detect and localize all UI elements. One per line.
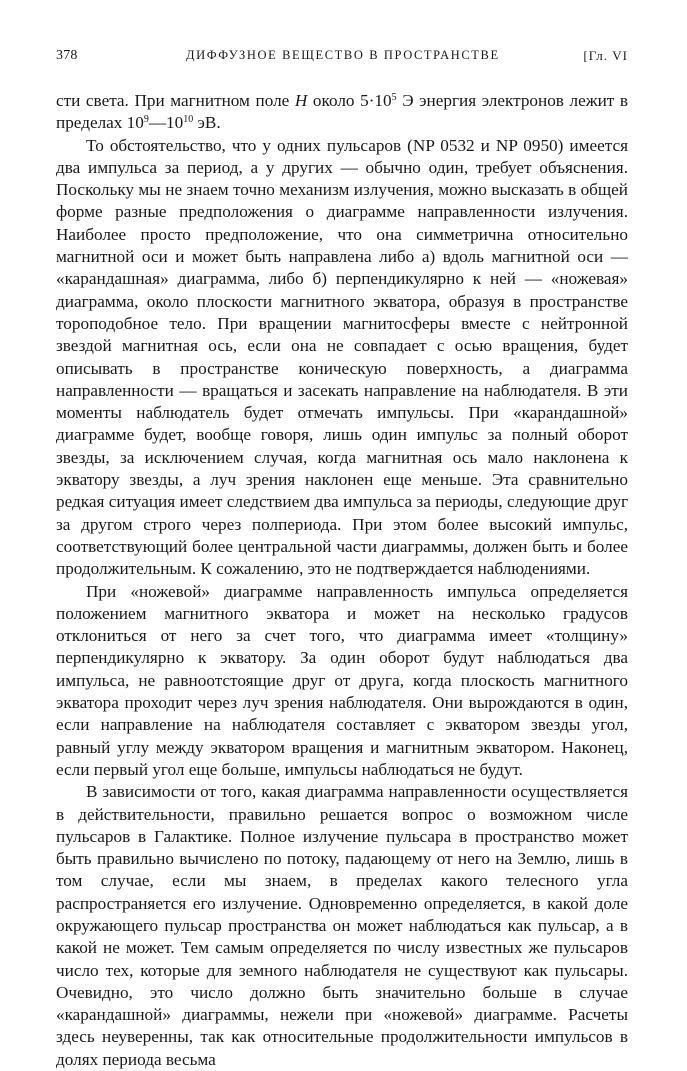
page-number: 378 [56, 48, 78, 63]
paragraph-continuation: сти света. При магнитном поле H около $5\cdot 10^5$ Э энергия электронов лежит в пределах $10^9—10^{10}$ эВ. [56, 91, 629, 133]
chapter-label: [Гл. VI [583, 48, 628, 63]
paragraph: То обстоятельство, что у одних пульсаров (NP 0532 и NP 0950) имеется два импульса за период, а у других — обычно один, требует объяснения. Поскольку мы не знаем точно механизм излучения, можно высказать в общей форме разные предположения о диаграмме направленности излучения. Наиболее просто предположение, что она симметрична относительно магнитной оси и может быть направлена либо а) вдоль магнитной оси — «карандашная» диаграмма, либо б) перпендикулярно к ней — «ножевая» диаграмма, около плоскости магнитного экватора, образуя в пространстве тороподобное тело. При вращении магнитосферы вместе с нейтронной звездой магнитная ось, если она не совпадает с осью вращения, будет описывать в пространстве коническую поверхность, а диаграмма направленности — вращаться и засекать направление на наблюдателя. В эти моменты наблюдатель будет отмечать импульсы. При «карандашной» диаграмме будет, вообще говоря, лишь один импульс за полный оборот звезды, за исключением случая, когда магнитная ось мало наклонена к экватору звезды, а луч зрения наклонен еще меньше. Эта сравнительно редкая ситуация имеет следствием два импульса за периоды, следующие друг за другом строго через полпериода. При этом более высокий импульс, соответствующий более центральной части диаграммы, должен быть и более продолжительным. К сожалению, это не подтверждается наблюдениями. [56, 135, 628, 579]
paragraph: В зависимости от того, какая диаграмма направленности осуществляется в действительности, правильно решается вопрос о возможном числе пульсаров в Галактике. Полное излучение пульсара в пространство может быть правильно вычислено по потоку, падающему от него на Землю, лишь в том случае, если мы знаем, в пределах какого телесного угла распространяется его излучение. Одновременно определяется, в какой доле окружающего пульсар пространства он может наблюдаться как пульсар, а в какой не может. Тем самым определяется по числу известных же пульсаров число тех, которые для земного наблюдателя не существуют как пульсары. Очевидно, это число должно быть значительно больше в случае «карандашной» диаграммы, нежели при «ножевой» диаграмме. Расчеты здесь неуверенны, так как относительные продолжительности импульсов в долях периода весьма [56, 782, 628, 1069]
body-text [56, 90, 628, 1071]
running-header [56, 44, 628, 70]
paragraph: При «ножевой» диаграмме направленность импульса определяется положением магнитного экватора и может на несколько градусов отклониться от него за счет того, что диаграмма имеет «толщину» перпендикулярно к экватору. За один оборот будут наблюдаться два импульса, не равноотстоящие друг от друга, когда плоскость магнитного экватора проходит через луч зрения наблюдателя. Они вырождаются в один, если направление на наблюдателя составляет с экватором звезды угол, равный углу между экватором вращения и магнитным экватором. Наконец, если первый угол еще больше, импульсы наблюдаться не будут. [56, 581, 628, 779]
page [56, 44, 628, 1071]
magnetic-field-symbol: H [294, 91, 308, 110]
running-title: ДИФФУЗНОЕ ВЕЩЕСТВО В ПРОСТРАНСТВЕ [186, 48, 500, 62]
exponent: 10 [183, 114, 194, 126]
exponent: 5 [391, 92, 397, 103]
exponent: 9 [143, 114, 149, 126]
